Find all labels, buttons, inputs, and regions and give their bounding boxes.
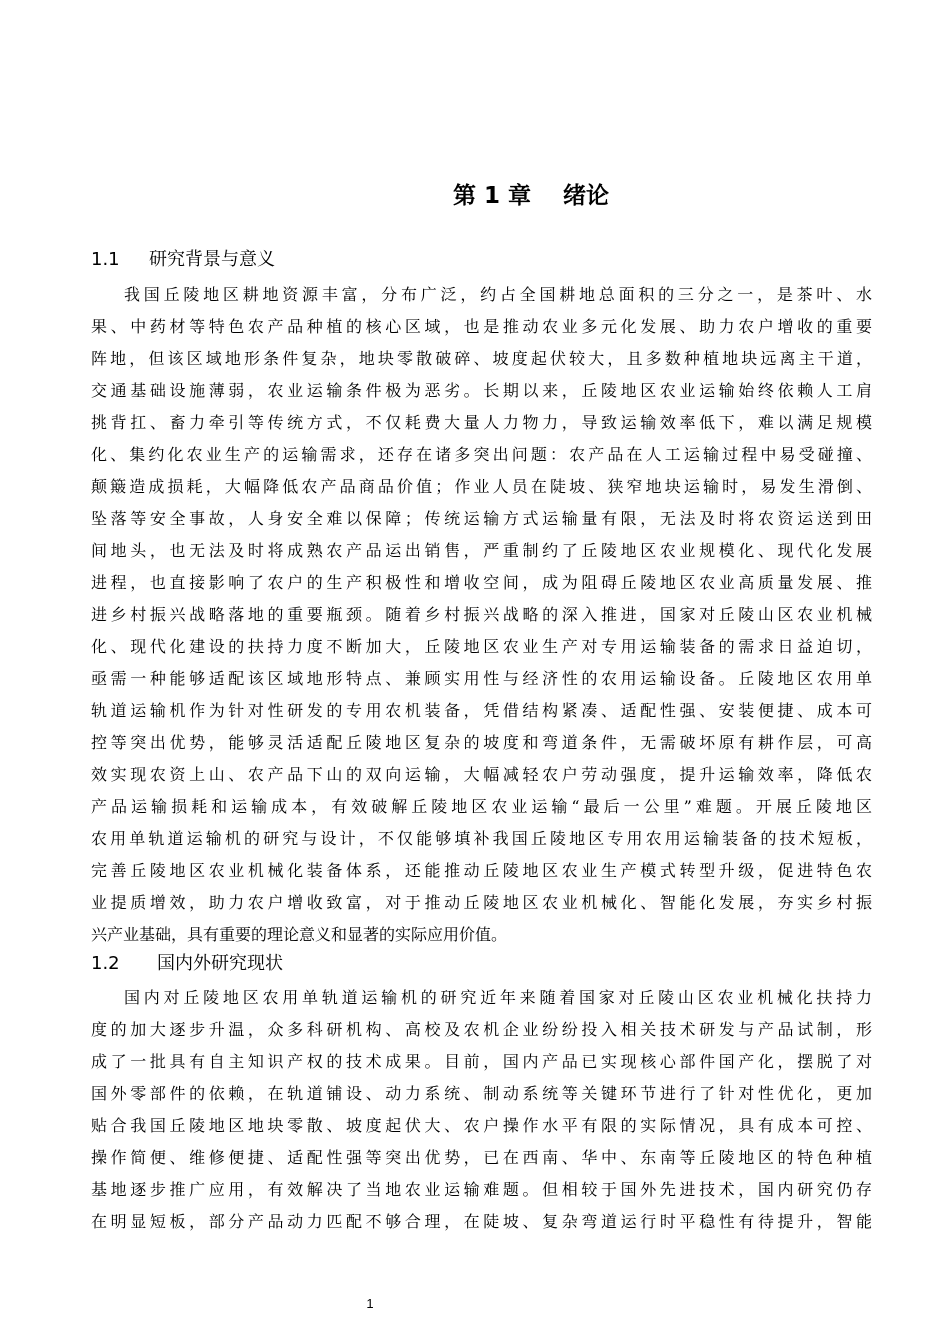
text-line: 间地头，也无法及时将成熟农产品运出销售，严重制约了丘陵地区农业规模化、现代化发展 bbox=[91, 541, 872, 560]
text-line: 农用单轨道运输机的研究与设计，不仅能够填补我国丘陵地区专用农用运输装备的技术短板， bbox=[91, 829, 872, 848]
section-heading-1-2 bbox=[91, 949, 283, 979]
text-line: 阵地，但该区域地形条件复杂，地块零散破碎、坡度起伏较大，且多数种植地块远离主干道， bbox=[91, 349, 872, 368]
text-line: 在明显短板，部分产品动力匹配不够合理，在陡坡、复杂弯道运行时平稳性有待提升，智能 bbox=[91, 1212, 872, 1231]
section-title: 研究背景与意义 bbox=[149, 249, 275, 270]
text-line: 业提质增效，助力农户增收致富，对于推动丘陵地区农业机械化、智能化发展，夯实乡村振 bbox=[91, 893, 872, 912]
text-line: 产品运输损耗和运输成本，有效破解丘陵地区农业运输“最后一公里”难题。开展丘陵地区 bbox=[91, 797, 872, 816]
text-line: 挑背扛、畜力牵引等传统方式，不仅耗费大量人力物力，导致运输效率低下，难以满足规模 bbox=[91, 413, 872, 432]
text-line: 度的加大逐步升温，众多科研机构、高校及农机企业纷纷投入相关技术研发与产品试制，形 bbox=[91, 1020, 872, 1039]
text-line: 贴合我国丘陵地区地块零散、坡度起伏大、农户操作水平有限的实际情况，具有成本可控、 bbox=[91, 1116, 872, 1135]
text-line: 交通基础设施薄弱，农业运输条件极为恶劣。长期以来，丘陵地区农业运输始终依赖人工肩 bbox=[91, 381, 872, 400]
section-heading-1-1 bbox=[91, 245, 275, 275]
text-line: 进程，也直接影响了农户的生产积极性和增收空间，成为阻碍丘陵地区农业高质量发展、推 bbox=[91, 573, 872, 592]
text-line: 化、集约化农业生产的运输需求，还存在诸多突出问题：农产品在人工运输过程中易受碰撞、 bbox=[91, 445, 872, 464]
section-number: 1.1 bbox=[91, 249, 120, 270]
text-line: 化、现代化建设的扶持力度不断加大，丘陵地区农业生产对专用运输装备的需求日益迫切， bbox=[91, 637, 872, 656]
text-line: 轨道运输机作为针对性研发的专用农机装备，凭借结构紧凑、适配性强、安装便捷、成本可 bbox=[91, 701, 872, 720]
text-line: 进乡村振兴战略落地的重要瓶颈。随着乡村振兴战略的深入推进，国家对丘陵山区农业机械 bbox=[91, 605, 872, 624]
page-number: 1 bbox=[366, 1296, 374, 1311]
text-line: 国内对丘陵地区农用单轨道运输机的研究近年来随着国家对丘陵山区农业机械化扶持力 bbox=[124, 988, 872, 1007]
text-line: 果、中药材等特色农产品种植的核心区域，也是推动农业多元化发展、助力农户增收的重要 bbox=[91, 317, 872, 336]
text-line: 基地逐步推广应用，有效解决了当地农业运输难题。但相较于国外先进技术，国内研究仍存 bbox=[91, 1180, 872, 1199]
text-line: 完善丘陵地区农业机械化装备体系，还能推动丘陵地区农业生产模式转型升级，促进特色农 bbox=[91, 861, 872, 880]
text-line: 效实现农资上山、农产品下山的双向运输，大幅减轻农户劳动强度，提升运输效率，降低农 bbox=[91, 765, 872, 784]
text-line: 操作简便、维修便捷、适配性强等突出优势，已在西南、华中、东南等丘陵地区的特色种植 bbox=[91, 1148, 872, 1167]
text-line: 亟需一种能够适配该区域地形特点、兼顾实用性与经济性的农用运输设备。丘陵地区农用单 bbox=[91, 669, 872, 688]
text-line: 成了一批具有自主知识产权的技术成果。目前，国内产品已实现核心部件国产化，摆脱了对 bbox=[91, 1052, 872, 1071]
text-line: 坠落等安全事故，人身安全难以保障；传统运输方式运输量有限，无法及时将农资运送到田 bbox=[91, 509, 872, 528]
text-line: 控等突出优势，能够灵活适配丘陵地区复杂的坡度和弯道条件，无需破坏原有耕作层，可高 bbox=[91, 733, 872, 752]
text-line: 颠簸造成损耗，大幅降低农产品商品价值；作业人员在陡坡、狭窄地块运输时，易发生滑倒、 bbox=[91, 477, 872, 496]
section-number: 1.2 bbox=[91, 953, 120, 974]
text-line: 我国丘陵地区耕地资源丰富，分布广泛，约占全国耕地总面积的三分之一，是茶叶、水 bbox=[124, 285, 872, 304]
section-title: 国内外研究现状 bbox=[157, 953, 283, 974]
paragraph-research-status bbox=[91, 982, 872, 1238]
chapter-title: 第 1 章 绪论 bbox=[452, 183, 610, 209]
text-line: 国外零部件的依赖，在轨道铺设、动力系统、制动系统等关键环节进行了针对性优化，更加 bbox=[91, 1084, 872, 1103]
paragraph-background bbox=[91, 279, 872, 951]
text-line: 兴产业基础，具有重要的理论意义和显著的实际应用价值。 bbox=[91, 925, 508, 944]
